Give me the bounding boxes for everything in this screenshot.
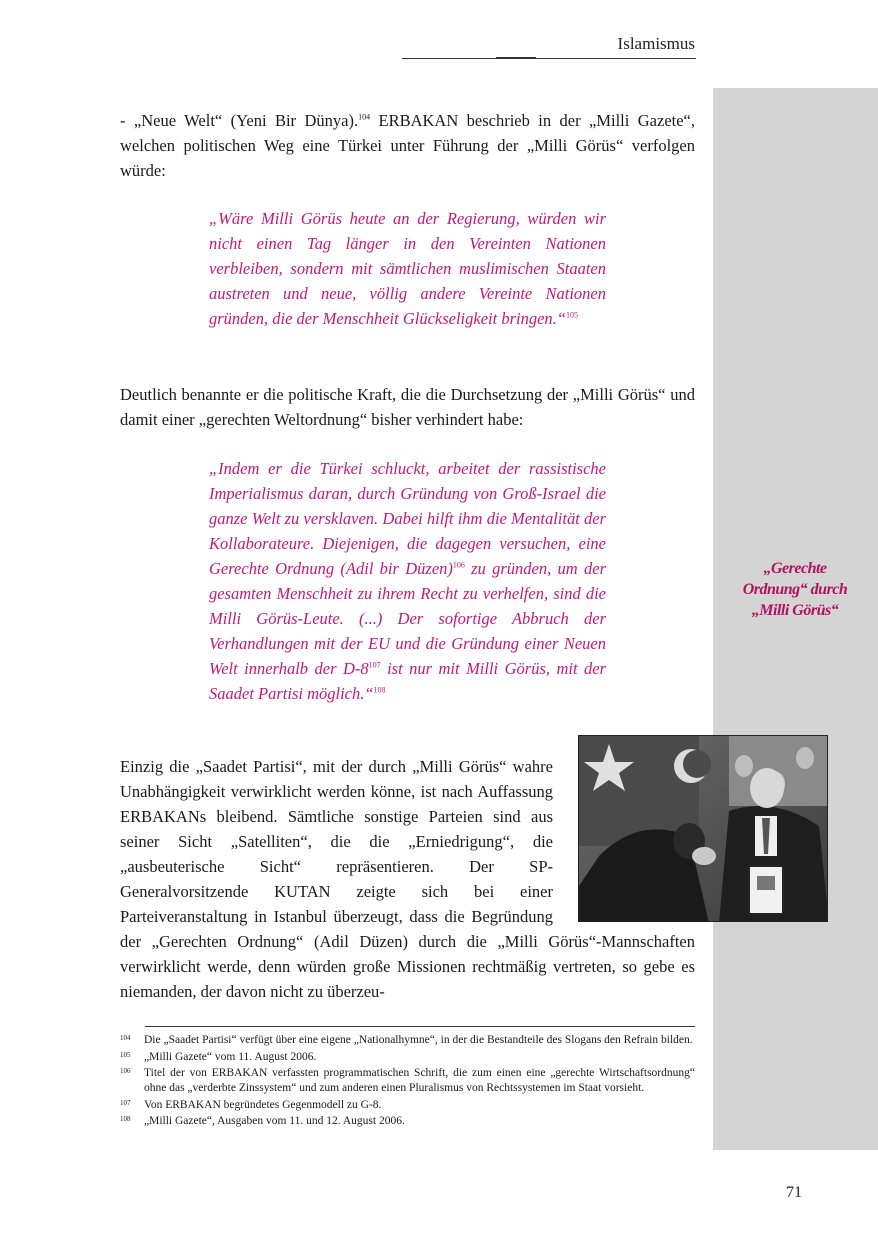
face-shape	[750, 768, 784, 808]
footnote-number: 106	[120, 1067, 131, 1075]
body-paragraph-2	[120, 382, 695, 432]
para3-text: Einzig die „Saadet Partisi“, mit der durch „Milli Görüs“ wahre Unabhängigkeit verwirklicht werden könne, ist nach Auffassung ERBAKANs bleibend. Sämtliche sonstige Parteien sind aus seiner Sicht „Satelliten“, die die „Erniedrigung“, die „ausbeuterische Sicht“ repräsentieren. Der SP-Generalvorsitzende KUTAN zeigte sich bei einer Parteiveranstaltung in Istanbul überzeugt, dass die Begründung der „Gerechten Ordnung“ (Adil Düzen) durch die „Milli Görüs“-Mannschaften verwirklicht werde, denn würden große Missionen rechtmäßig vertreten, so gebe es niemanden, der davon nicht zu überzeu-	[120, 757, 695, 1001]
para1-text-b: ERBAKAN beschrieb in der „Milli Gazete“, welchen politischen Weg eine Türkei unter Führung der „Milli Görüs“ verfolgen würde:	[120, 111, 695, 180]
footnote-ref-108[interactable]: 108	[373, 685, 386, 695]
footnote-number: 105	[120, 1050, 131, 1059]
footnote-text: Titel der von ERBAKAN verfassten programmatischen Schrift, die zum einen eine „gerechte Wirtschaftsordnung“ ohne das „verderbte Zinssystem“ und zum anderen einen Pluralismus von Rechtssystemen im Staat vorsieht.	[144, 1067, 695, 1094]
footnote-text: „Milli Gazete“, Ausgaben vom 11. und 12. August 2006.	[144, 1115, 405, 1127]
footnote-number: 104	[120, 1034, 131, 1042]
footnote-number: 107	[120, 1098, 131, 1107]
margin-note-line: „Milli Görüs“	[751, 602, 839, 619]
footnote-ref-104[interactable]: 104	[358, 112, 371, 122]
footnotes	[120, 1033, 695, 1131]
running-header: Islamismus	[617, 34, 695, 53]
footnote-number: 108	[120, 1115, 131, 1123]
quote-1	[209, 206, 606, 331]
margin-note-line: Ordnung“ durch	[742, 581, 848, 598]
footnote-item	[120, 1114, 695, 1129]
footnote-text: Von ERBAKAN begründetes Gegenmodell zu G-8.	[144, 1098, 382, 1111]
footnote-item	[120, 1050, 695, 1065]
footnote-text: „Milli Gazete“ vom 11. August 2006.	[144, 1050, 317, 1063]
quote-2	[209, 456, 606, 706]
photo-float-spacer	[553, 754, 695, 929]
header-rule-accent	[496, 57, 536, 59]
quote2-text-b: zu gründen, um der gesamten Menschheit zu ihrem Recht zu verhelfen, sind die Milli Görüs-Leute. (...) Der sofortige Abbruch der Verhandlungen mit der EU und die Gründung einer Neuen Welt innerhalb der D-8	[209, 559, 606, 678]
margin-note	[722, 558, 868, 621]
para1-text-a: - „Neue Welt“ (Yeni Bir Dünya).	[120, 111, 359, 130]
quote2-text-a: „Indem er die Türkei schluckt, arbeitet der rassistische Imperialismus daran, durch Gründung von Groß-Israel die ganze Welt zu versklaven. Dabei hilft ihm die Mentalität der Kollaborateure. Diejenigen, die dagegen versuchen, eine Gerechte Ordnung (Adil bir Düzen)	[209, 459, 606, 578]
footnote-ref-105[interactable]: 105	[565, 310, 578, 320]
body-paragraph-3	[120, 754, 695, 1004]
para2-text: Deutlich benannte er die politische Kraft, die die Durchsetzung der „Milli Görüs“ und damit einer „gerechten Weltordnung“ bisher verhindert habe:	[120, 385, 695, 429]
header-rule	[402, 58, 696, 59]
page-number: 71	[786, 1184, 802, 1201]
body-paragraph-1	[120, 108, 695, 183]
quote1-text: „Wäre Milli Görüs heute an der Regierung, würden wir nicht einen Tag länger in den Vereinten Nationen verbleiben, sondern mit sämtlichen muslimischen Staaten austreten und neue, völlig andere Vereinte Nationen gründen, die der Menschheit Glückseligkeit bringen.“	[209, 209, 606, 328]
margin-note-line: „Gerechte	[763, 560, 827, 577]
footnote-item	[120, 1033, 695, 1048]
quote2-text-c: ist nur mit Milli Görüs, mit der Saadet Partisi möglich.“	[209, 659, 606, 703]
footnote-ref-106[interactable]: 106	[452, 560, 465, 570]
footnote-rule	[145, 1026, 695, 1027]
footnote-ref-107[interactable]: 107	[368, 660, 381, 670]
footnote-item	[120, 1098, 695, 1113]
footnote-item	[120, 1066, 695, 1096]
footnote-text: Die „Saadet Partisi“ verfügt über eine eigene „Nationalhymne“, in der die Bestandteile des Slogans den Refrain bilden.	[144, 1034, 693, 1046]
